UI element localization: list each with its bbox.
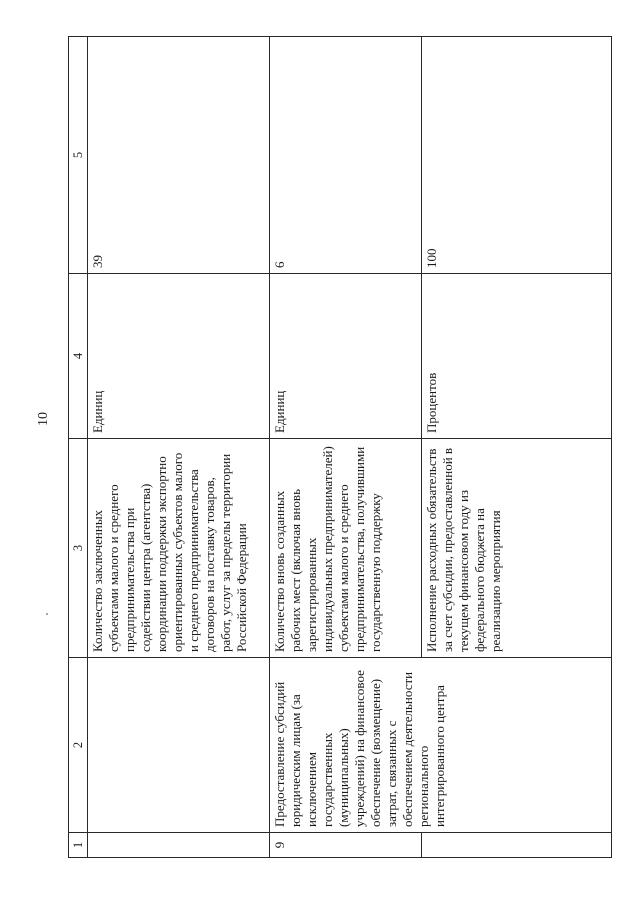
value-cell: 39 xyxy=(88,37,270,274)
row-number: 9 xyxy=(270,833,422,858)
measure-cell xyxy=(88,658,270,833)
table-header-row xyxy=(69,37,88,858)
header-col-2: 2 xyxy=(69,658,88,833)
unit-cell: Процентов xyxy=(422,274,612,439)
value-cell: 100 xyxy=(422,37,612,274)
unit-cell: Единиц xyxy=(88,274,270,439)
indicator-cell: Исполнение расходных обязательств за счет субсидии, предоставленной в текущем финансовом году из федерального бюджета на реализацию мероприятия xyxy=(422,439,612,658)
value-cell: 6 xyxy=(270,37,422,274)
indicator-cell: Количество заключенных субъектами малого и среднего предпринимательства при содействии центра (агентства) координации поддержки экспортно ориентированных субъектов малого и среднего предпринимательства договоров на поставку товаров, работ, услуг за пределы территории Российской Федерации xyxy=(88,439,270,658)
table-row xyxy=(270,37,422,858)
indicator-cell: Количество вновь созданных рабочих мест (включая вновь зарегистрированных индивидуальных предпринимателей) субъектами малого и среднего предпринимательства, получившими государственную поддержку xyxy=(270,439,422,658)
measure-cell: Предоставление субсидий юридическим лицам (за исключением государственных (муниципальных) учреждений) на финансовое обеспечение (возмещение) затрат, связанных с обеспечением деятельности регионального интегрированного центра xyxy=(270,658,612,833)
row-number xyxy=(422,833,612,858)
header-col-5: 5 xyxy=(69,37,88,274)
row-number xyxy=(88,833,270,858)
header-col-4: 4 xyxy=(69,274,88,439)
scan-speck xyxy=(46,613,48,615)
unit-cell: Единиц xyxy=(270,274,422,439)
page-number: 10 xyxy=(36,412,51,426)
rotated-table-wrapper xyxy=(68,38,608,858)
table-row xyxy=(88,37,270,858)
header-col-3: 3 xyxy=(69,439,88,658)
header-col-1: 1 xyxy=(69,833,88,858)
indicators-table xyxy=(68,36,612,858)
